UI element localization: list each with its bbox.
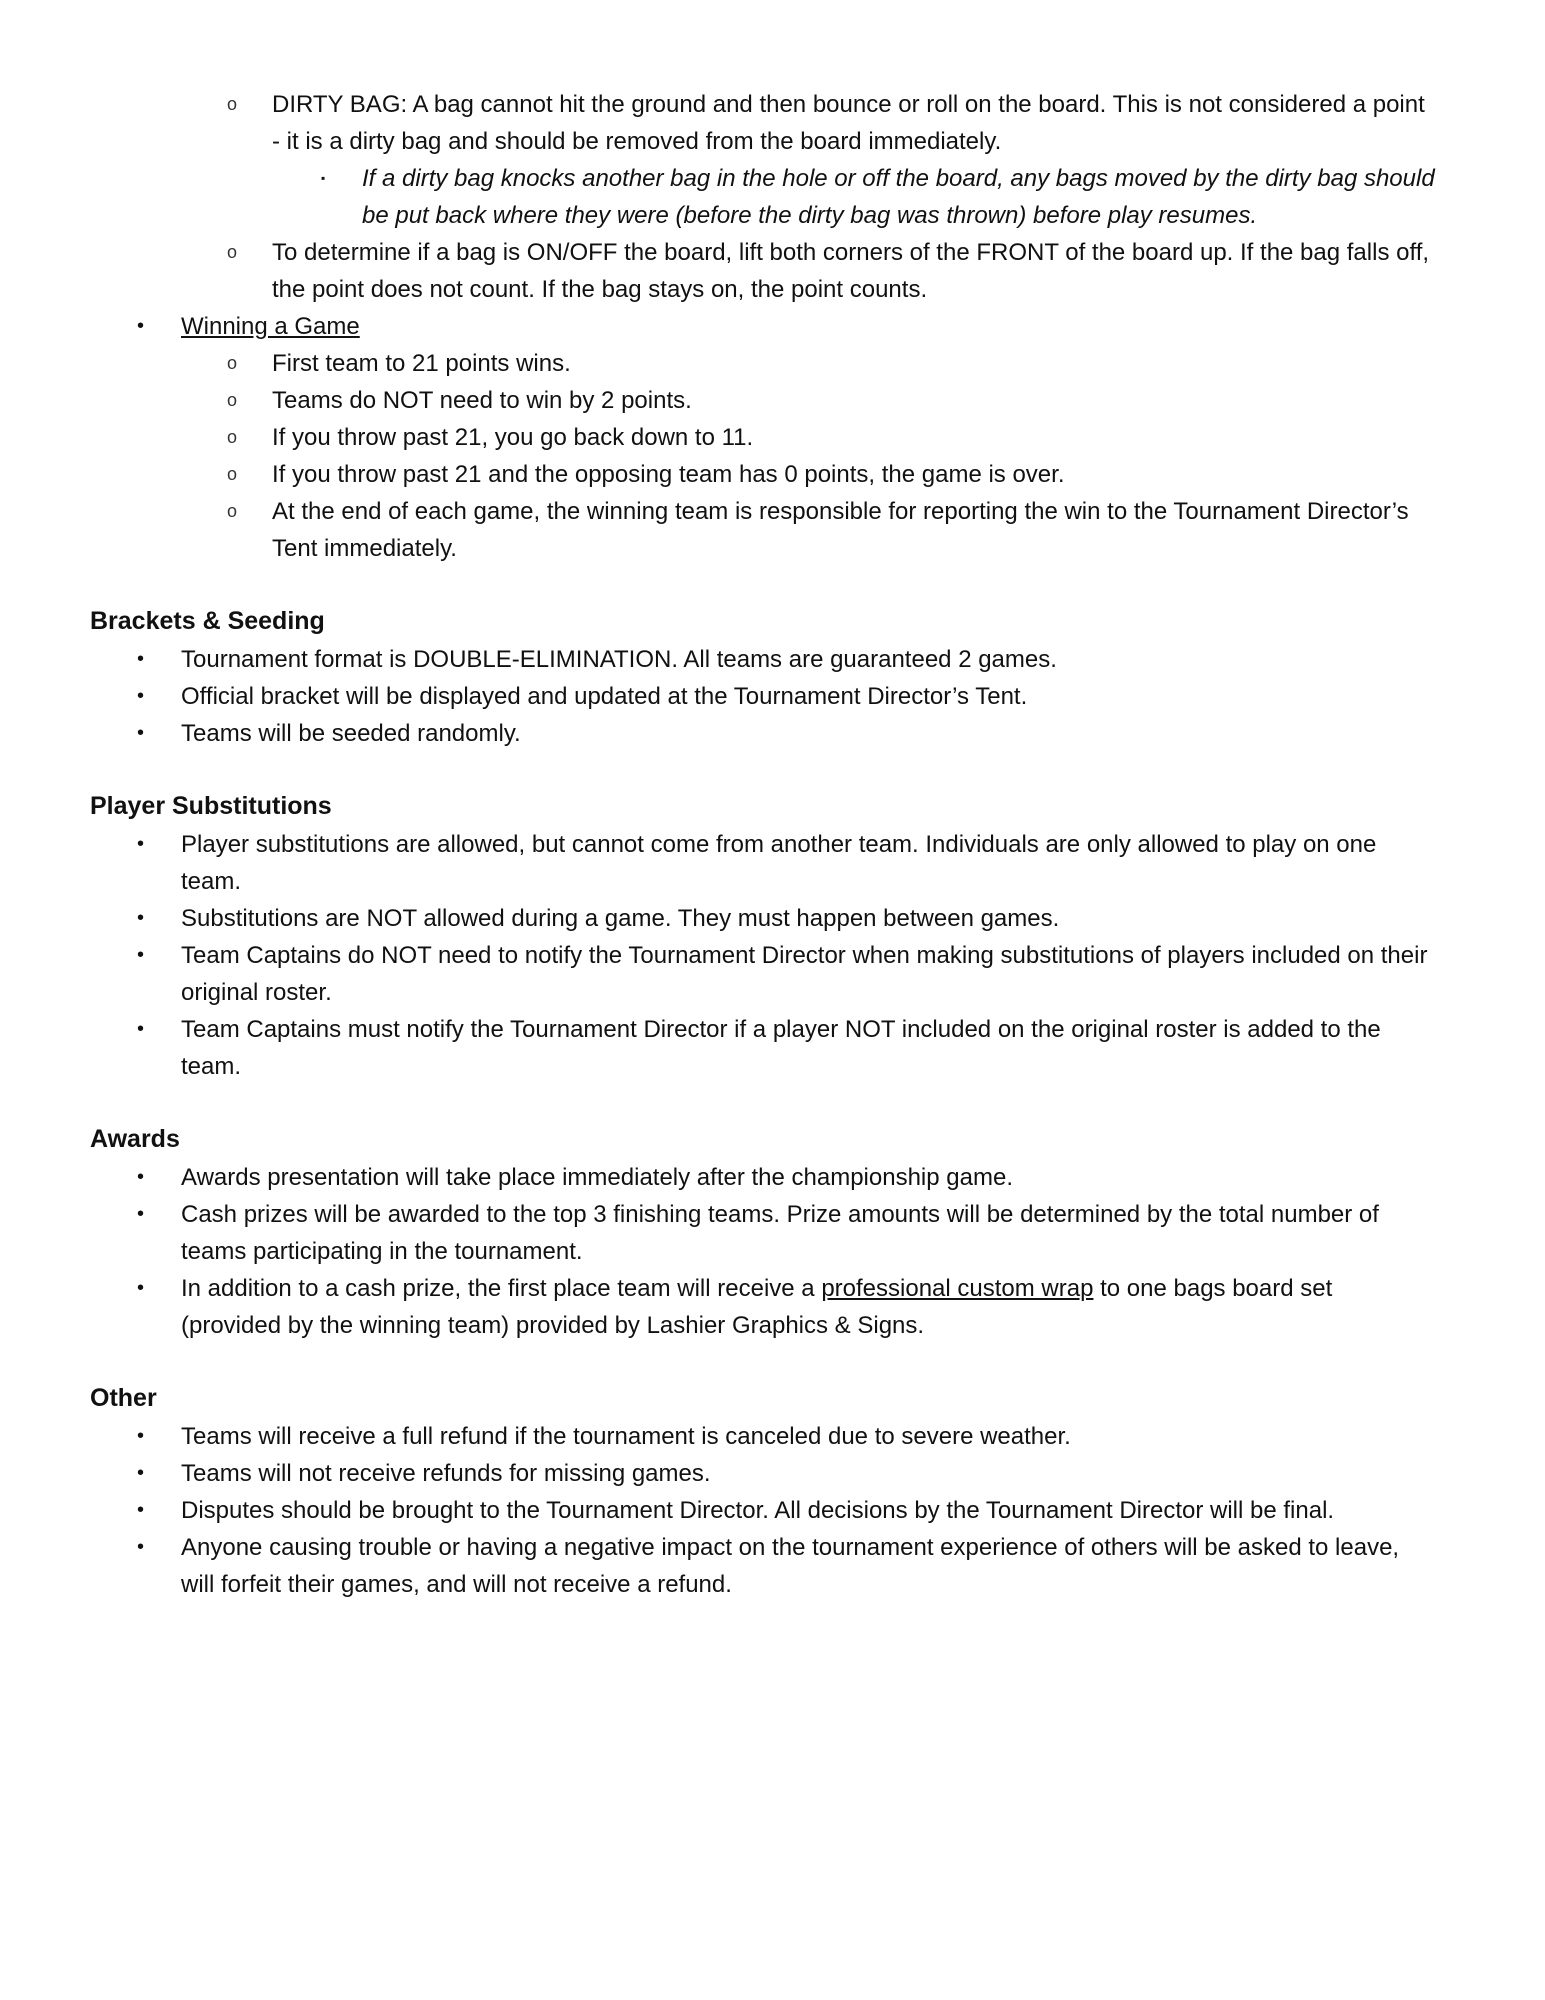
substitutions-title: Player Substitutions bbox=[90, 792, 332, 820]
list-item bbox=[90, 937, 1435, 1011]
list-item bbox=[90, 1418, 1435, 1455]
substitutions-item: Substitutions are NOT allowed during a game. They must happen between games. bbox=[181, 905, 1060, 932]
other-item: Teams will not receive refunds for missing games. bbox=[181, 1460, 711, 1487]
other-title: Other bbox=[90, 1384, 157, 1412]
circle-bullet-icon: o bbox=[227, 427, 238, 447]
list-item bbox=[90, 1492, 1435, 1529]
brackets-list bbox=[90, 641, 1435, 752]
brackets-item: Teams will be seeded randomly. bbox=[181, 720, 521, 747]
list-item bbox=[90, 1159, 1435, 1196]
list-item bbox=[90, 1529, 1435, 1603]
bullet-icon: • bbox=[137, 648, 145, 670]
brackets-title: Brackets & Seeding bbox=[90, 607, 325, 635]
list-item bbox=[90, 86, 1435, 160]
list-item bbox=[90, 308, 1435, 345]
bullet-icon: • bbox=[137, 1462, 145, 1484]
bullet-icon: • bbox=[137, 1277, 145, 1299]
bullet-icon: • bbox=[137, 722, 145, 744]
bullet-icon: • bbox=[137, 1425, 145, 1447]
list-item bbox=[90, 234, 1435, 308]
winning-rule: Teams do NOT need to win by 2 points. bbox=[272, 387, 692, 414]
dirty-bag-note: If a dirty bag knocks another bag in the hole or off the board, any bags moved by the dirty bag should be put back where they were (before the dirty bag was thrown) before play resumes. bbox=[362, 165, 1435, 229]
substitutions-item: Team Captains do NOT need to notify the Tournament Director when making substitutions of players included on their original roster. bbox=[181, 942, 1428, 1006]
list-item bbox=[90, 419, 1435, 456]
list-item bbox=[90, 715, 1435, 752]
list-item bbox=[90, 1270, 1435, 1344]
list-item bbox=[90, 382, 1435, 419]
brackets-item: Tournament format is DOUBLE-ELIMINATION. All teams are guaranteed 2 games. bbox=[181, 646, 1057, 673]
custom-wrap-link: professional custom wrap bbox=[821, 1275, 1094, 1302]
list-item bbox=[90, 1011, 1435, 1085]
substitutions-list bbox=[90, 826, 1435, 1085]
awards-item: Cash prizes will be awarded to the top 3 finishing teams. Prize amounts will be determined by the total number of teams participating in the tournament. bbox=[181, 1201, 1379, 1265]
list-item bbox=[90, 826, 1435, 900]
dirty-bag-rule: DIRTY BAG: A bag cannot hit the ground and then bounce or roll on the board. This is not considered a point - it is a dirty bag and should be removed from the board immediately. bbox=[272, 91, 1425, 155]
circle-bullet-icon: o bbox=[227, 464, 238, 484]
list-item bbox=[90, 678, 1435, 715]
circle-bullet-icon: o bbox=[227, 242, 238, 262]
list-item bbox=[90, 456, 1435, 493]
list-item bbox=[90, 160, 1435, 234]
bullet-icon: • bbox=[137, 1203, 145, 1225]
list-item bbox=[90, 1196, 1435, 1270]
other-item: Disputes should be brought to the Tournament Director. All decisions by the Tournament Director will be final. bbox=[181, 1497, 1335, 1524]
winning-heading: Winning a Game bbox=[181, 313, 360, 340]
awards-wrap-before: In addition to a cash prize, the first place team will receive a bbox=[181, 1275, 822, 1302]
awards-wrap-after: to one bags board set (provided by the winning team) provided by Lashier Graphics & Signs. bbox=[181, 1275, 1333, 1339]
rules-continuation bbox=[90, 86, 1435, 567]
substitutions-item: Team Captains must notify the Tournament Director if a player NOT included on the original roster is added to the team. bbox=[181, 1016, 1381, 1080]
list-item bbox=[90, 493, 1435, 567]
bullet-icon: • bbox=[137, 685, 145, 707]
other-item: Anyone causing trouble or having a negative impact on the tournament experience of others will be asked to leave, will forfeit their games, and will not receive a refund. bbox=[181, 1534, 1400, 1598]
winning-rule: If you throw past 21, you go back down to 11. bbox=[272, 424, 754, 451]
circle-bullet-icon: o bbox=[227, 390, 238, 410]
awards-title: Awards bbox=[90, 1125, 180, 1153]
winning-rule: At the end of each game, the winning team is responsible for reporting the win to the Tournament Director’s Tent immediately. bbox=[272, 498, 1409, 562]
list-item bbox=[90, 900, 1435, 937]
bullet-icon: • bbox=[137, 315, 145, 337]
circle-bullet-icon: o bbox=[227, 501, 238, 521]
winning-rule: First team to 21 points wins. bbox=[272, 350, 571, 377]
bullet-icon: • bbox=[137, 907, 145, 929]
list-item bbox=[90, 1455, 1435, 1492]
bullet-icon: • bbox=[137, 1536, 145, 1558]
bullet-icon: • bbox=[137, 1018, 145, 1040]
awards-list bbox=[90, 1159, 1435, 1344]
square-bullet-icon: ▪ bbox=[321, 171, 326, 185]
winning-rule: If you throw past 21 and the opposing team has 0 points, the game is over. bbox=[272, 461, 1065, 488]
list-item bbox=[90, 345, 1435, 382]
bullet-icon: • bbox=[137, 944, 145, 966]
awards-item: Awards presentation will take place immediately after the championship game. bbox=[181, 1164, 1013, 1191]
other-item: Teams will receive a full refund if the tournament is canceled due to severe weather. bbox=[181, 1423, 1071, 1450]
bullet-icon: • bbox=[137, 1166, 145, 1188]
other-list bbox=[90, 1418, 1435, 1603]
on-off-rule: To determine if a bag is ON/OFF the board, lift both corners of the FRONT of the board up. If the bag falls off, the point does not count. If the bag stays on, the point counts. bbox=[272, 239, 1430, 303]
circle-bullet-icon: o bbox=[227, 353, 238, 373]
circle-bullet-icon: o bbox=[227, 94, 238, 114]
bullet-icon: • bbox=[137, 833, 145, 855]
brackets-item: Official bracket will be displayed and updated at the Tournament Director’s Tent. bbox=[181, 683, 1028, 710]
substitutions-item: Player substitutions are allowed, but cannot come from another team. Individuals are only allowed to play on one team. bbox=[181, 831, 1377, 895]
bullet-icon: • bbox=[137, 1499, 145, 1521]
list-item bbox=[90, 641, 1435, 678]
